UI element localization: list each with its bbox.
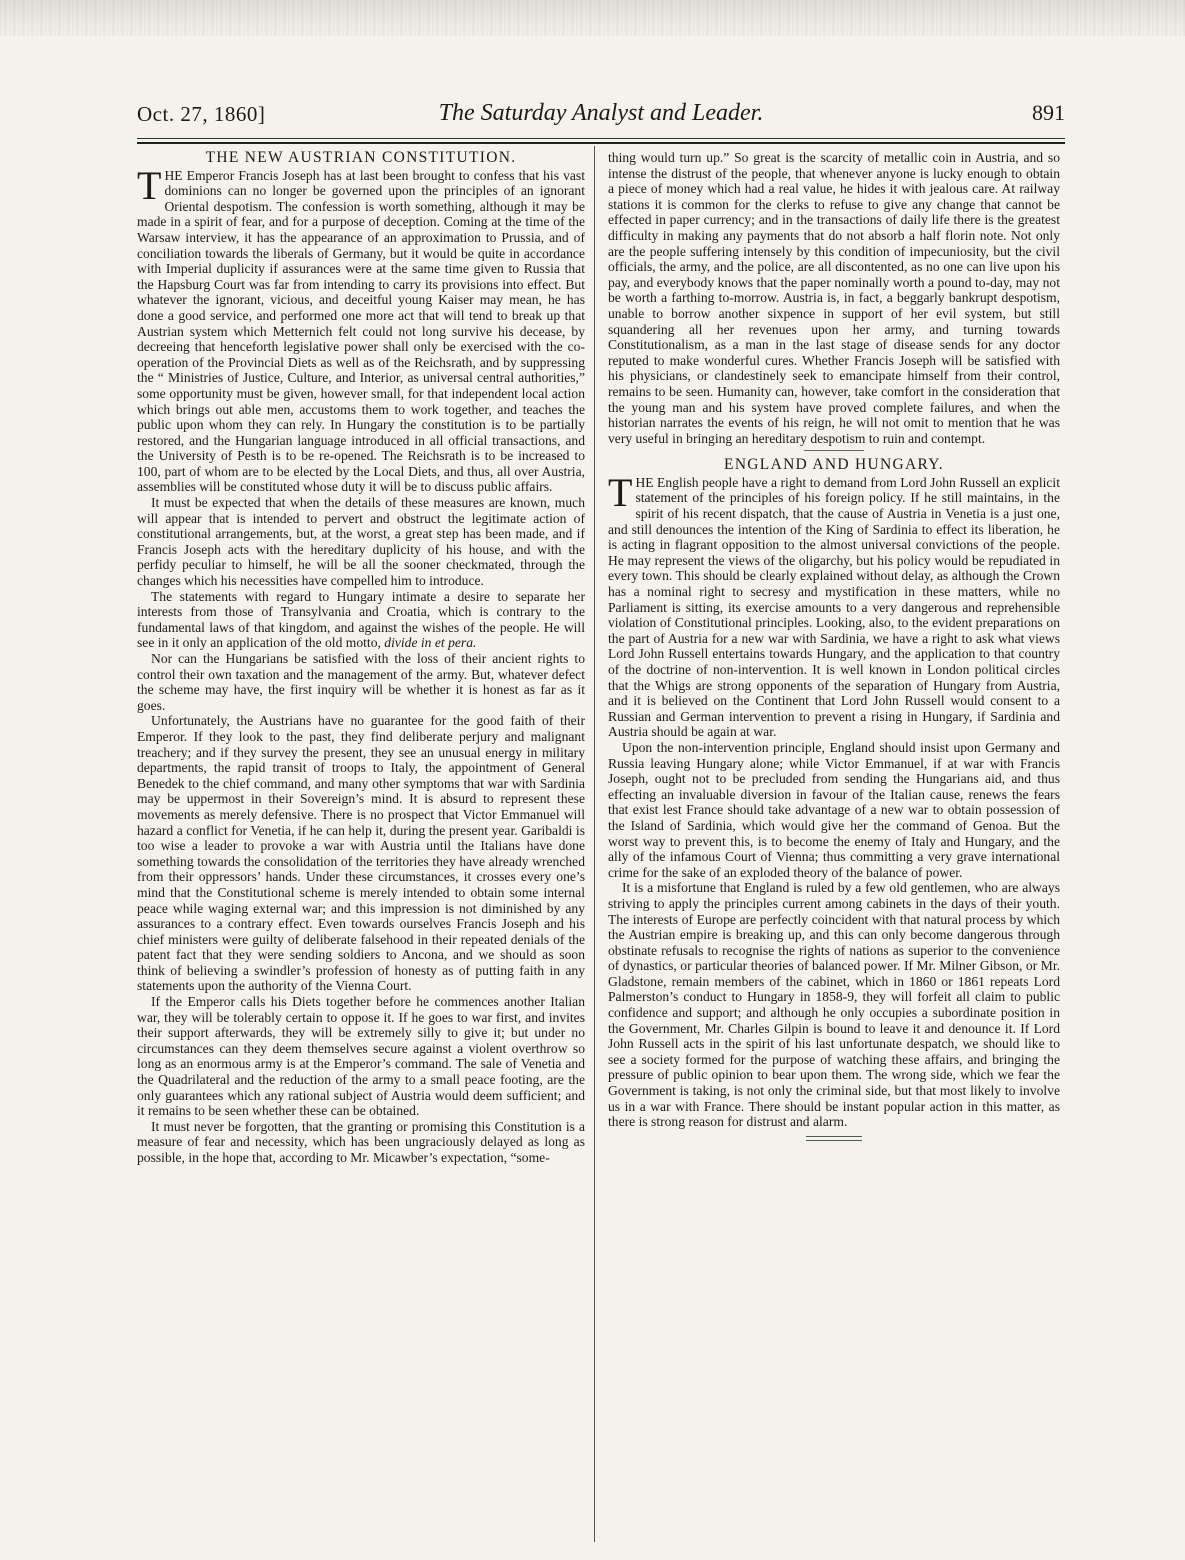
paragraph: It is a misfortune that England is ruled by a few old gentlemen, who are always striving to apply the principles current among cabinets in the days of their youth. The interests of Europe are perfectly coincident with that natural process by which the Austrian empire is breaking up, and this can only become dangerous through obstinate refusals to recognise the rights of nations as superior to the convenience of dynastics, or particular theories of balanced power. If Mr. Milner Gibson, or Mr. Gladstone, remain members of the cabinet, which in 1860 or 1861 repeats Lord Palmerston’s conduct to Hungary in 1858-9, they will forfeit all claim to public confidence and support; and although he only occupies a subordinate position in the Government, Mr. Charles Gilpin is bound to leave it and denounce it. If Lord John Russell acts in the spirit of his last unfortunate despatch, we should like to see a society formed for the purpose of watching these affairs, and bringing the pressure of public opinion to bear upon them. The wrong side, which we fear the Government is taking, is not only the criminal side, but that most likely to involve us in a war with France. There should be instant popular action in this matter, as there is strong reason for distrust and alarm. [608, 880, 1060, 1130]
column-right [608, 150, 1060, 1141]
issue-date: Oct. 27, 1860] [137, 102, 266, 126]
paragraph-text: HE Emperor Francis Joseph has at last been brought to confess that his vast dominions can no longer be governed upon the principles of an ignorant Oriental despotism. The confession is worth something, although it may be made in a spirit of fear, and for a purpose of deception. Coming at the time of the Warsaw interview, it has the appearance of an approximation to Prussia, and of conciliation towards the liberals of Germany, but it would be quite in accordance with Imperial duplicity if assurances were at the same time given to Russia that the Hapsburg Court was far from intending to carry its provisions into effect. But whatever the ignorant, vicious, and deceitful young Kaiser may mean, he has done a good service, and performed one more act that will tend to break up that Austrian system which Metternich felt could not long survive his decease, by decreeing that henceforth legislative power shall only be exercised with the co-operation of the Provincial Diets as well as of the Reichsrath, and by suppressing the “ Ministries of Justice, Culture, and Interior, as universal central authorities,” some opportunity must be given, however small, for that independent local action which brings out able men, accustoms them to work together, and teaches the public upon whom they can rely. In Hungary the constitution is to be partially restored, and the Hungarian language introduced in all official transactions, and the University of Pesth is to be re-opened. The Reichsrath is to be increased to 100, part of whom are to be elected by the Local Diets, and thus, all over Austria, assemblies will be constituted whose duty it will be to discuss public affairs. [137, 167, 585, 495]
paragraph-continued: thing would turn up.” So great is the scarcity of metallic coin in Austria, and so intense the distrust of the people, that whenever anyone is lucky enough to obtain a piece of money which had a real value, he hides it with jealous care. At railway stations it is common for the clerks to refuse to give any change that cannot be effected in paper currency; and in the transactions of daily life there is the greatest difficulty in making any payments that do not absorb a half florin note. Not only are the people suffering intensely by this condition of impecuniosity, but the civil officials, the army, and the police, are all discontented, as no one can live upon his pay, and everybody knows that the paper nominally worth a pound to-day, may not be worth a farthing to-morrow. Austria is, in fact, a beggarly bankrupt despotism, unable to borrow another sixpence in support of her evil system, but still squandering all her revenues upon her army, and turning towards Constitutionalism, as a man in the last stage of disease sends for any doctor reputed to make wonderful cures. Whether Francis Joseph will be satisfied with his physicians, or clandestinely seek to emancipate himself from their control, remains to be seen. Humanity can, however, take comfort in the consideration that the young man and his system have proved complete failures, and when the historian narrates the events of his reign, he will not omit to mention that he was very useful in bringing an hereditary despotism to ruin and contempt. [608, 150, 1060, 446]
column-divider [594, 146, 595, 1542]
header-rule-thick [137, 142, 1065, 144]
paragraph: Nor can the Hungarians be satisfied with the loss of their ancient rights to control their own taxation and the management of the army. But, whatever defect the scheme may have, the first inquiry will be whether it is honest as far as it goes. [137, 651, 585, 713]
header-rule [137, 138, 1065, 139]
paragraph [137, 589, 585, 651]
paragraph: Unfortunately, the Austrians have no guarantee for the good faith of their Emperor. If they look to the past, they find deliberate perjury and malignant treachery; and if they survey the present, they see an unusual energy in military departments, the rapid transit of troops to Italy, the appointment of General Benedek to the chief command, and many other symptoms that war with Sardinia may be uppermost in their Sovereign’s mind. It is absurd to represent these movements as merely defensive. There is no prospect that Victor Emmanuel will hazard a conflict for Venetia, if he can help it, during the present year. Garibaldi is too wise a leader to provoke a war with Austria until the Italians have done something towards the consolidation of the territories they have already wrenched from their oppressors’ hands. Under these circumstances, it crosses every one’s mind that the Constitutional scheme is merely intended to obtain some internal peace while waging external war; and this impression is not diminished by any assurances to a contrary effect. Even towards ourselves Francis Joseph and his chief ministers were guilty of deliberate falsehood in their repeated denials of the patent fact that they were sending soldiers to Ancona, and we should as soon think of believing a swindler’s profession of honesty as of putting faith in any statements upon the authority of the Vienna Court. [137, 713, 585, 994]
column-left [137, 150, 585, 1166]
paragraph: Upon the non-intervention principle, England should insist upon Germany and Russia leaving Hungary alone; while Victor Emmanuel, if at war with Francis Joseph, ought not to be precluded from sending the Hungarians aid, and thus effecting an invaluable diversion in favour of the Italian cause, renews the fears that exist lest France should take advantage of a new war to obtain possession of the Island of Sardinia, which would give her the command of Genoa. But the worst way to prevent this, is to become the enemy of Italy and Hungary, and the ally of the infamous Court of Vienna; thus committing a very grave international crime for the sake of an exploded theory of the balance of power. [608, 739, 1060, 880]
paragraph-text: The statements with regard to Hungary intimate a desire to separate her interests from those of Transylvania and Croatia, which is contrary to the fundamental laws of that kingdom, and against the wishes of the people. He will see in it only an application of the old motto, [137, 588, 585, 651]
paragraph-text: HE English people have a right to demand from Lord John Russell an explicit statement of the principles of his foreign policy. If he still maintains, in the spirit of his recent dispatch, that the cause of Austria in Venetia is a just one, and still denounces the intention of the King of Sardinia to effect its liberation, he is acting in flagrant opposition to the almost universal convictions of the people. He may represent the views of the oligarchy, but his policy would be repudiated in every town. This should be clearly explained without delay, as although the Crown has a nominal right to secresy and mystification in these matters, while no Parliament is sitting, its exercise amounts to a very dangerous and reprehensible violation of Constitutional principles. Looking, also, to the evident preparations on the part of Austria for a new war with Sardinia, we have a right to ask what views Lord John Russell entertains towards Hungary, and the application to that country of the doctrine of non-intervention. It is well known in London political circles that the Whigs are strong opponents of the separation of Hungary from Austria, and it is believed on the Continent that Lord John Russell would consent to a Russian and German intervention to prevent a rising in Hungary, if Sardinia and Austria should be again at war. [608, 474, 1060, 740]
scan-edge [0, 0, 1185, 36]
paragraph: It must be expected that when the details of these measures are known, much will appear that is intended to pervert and obstruct the legitimate action of constitutional arrangements, but, at the worst, a great step has been made, and if Francis Joseph acts with the hereditary duplicity of his house, and with the perfidy peculiar to himself, he will be all the sooner checkmated, through the changes which his necessities have compelled him to introduce. [137, 495, 585, 589]
end-separator [806, 1136, 862, 1141]
paragraph [137, 162, 585, 495]
motto: divide in et pera. [384, 635, 477, 651]
drop-cap: T [608, 469, 633, 515]
paragraph: If the Emperor calls his Diets together before he commences another Italian war, they will be tolerably certain to oppose it. If he goes to war first, and invites their support afterwards, they will be extremely silly to give it; but under no circumstances can they deem themselves secure against a violent overthrow so long as an enormous army is at the Emperor’s command. The sale of Venetia and the Quadrilateral and the reduction of the army to a small peace footing, are the only guarantees which any rational subject of Austria would deem sufficient; and it remains to be seen whether these can be obtained. [137, 994, 585, 1119]
article-title-austrian-constitution: THE NEW AUSTRIAN CONSTITUTION. [205, 149, 517, 166]
article-title-england-hungary: ENGLAND AND HUNGARY. [724, 456, 944, 474]
page-number: 891 [1032, 100, 1065, 125]
journal-title: The Saturday Analyst and Leader. [438, 100, 764, 126]
drop-cap: T [137, 162, 162, 208]
paragraph: It must never be forgotten, that the granting or promising this Constitution is a measure of fear and necessity, which has been ungraciously delayed as long as possible, in the hope that, according to Mr. Micawber’s expectation, “some- [137, 1118, 585, 1165]
paragraph [608, 469, 1060, 740]
running-header [137, 96, 1065, 136]
section-separator [804, 450, 864, 451]
